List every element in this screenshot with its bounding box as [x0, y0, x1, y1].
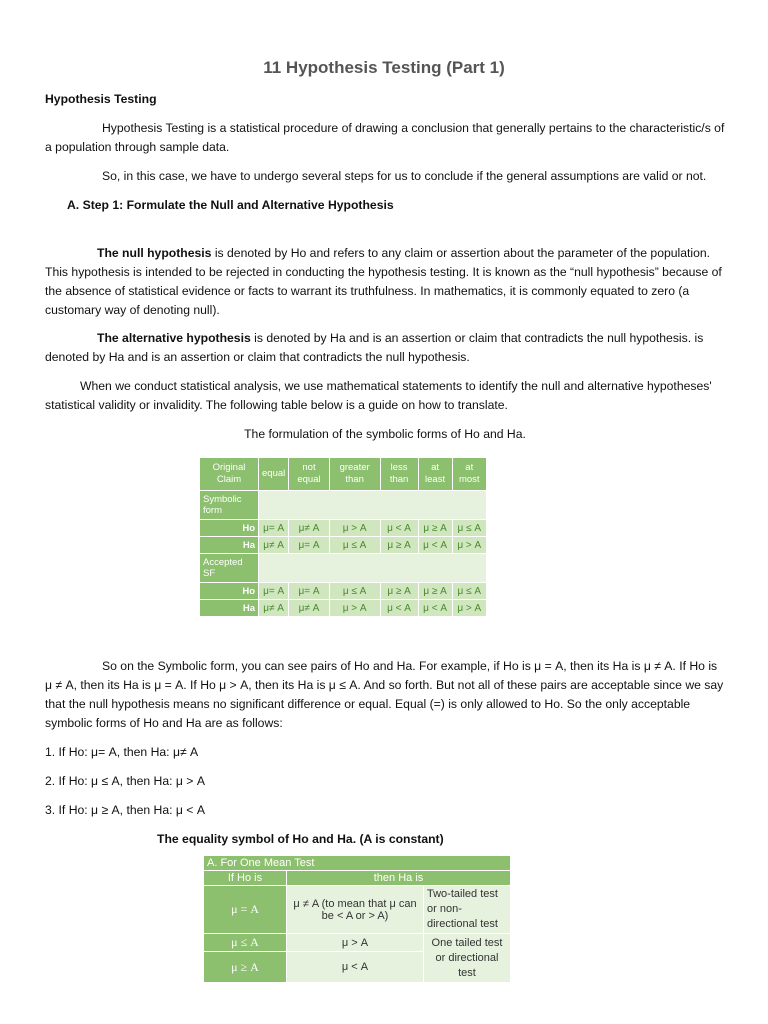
row-label-ho: Ho — [200, 583, 259, 600]
table-cell: μ > A — [329, 600, 380, 617]
table-cell: μ≠ A — [289, 520, 329, 537]
section-symbolic-form: Symbolic form — [200, 491, 259, 520]
header-greater-than: greater than — [329, 458, 380, 491]
steps-paragraph: So, in this case, we have to undergo several steps for us to conclude if the general assumptions are valid or not. — [102, 169, 707, 183]
table-cell: μ < A — [418, 600, 452, 617]
table2-ha-cell: μ > A — [287, 934, 424, 952]
header-not-equal: not equal — [289, 458, 329, 491]
table2-ha-cell: μ < A — [287, 952, 424, 983]
table-cell: μ≠ A — [289, 600, 329, 617]
table-cell: μ≠ A — [259, 600, 289, 617]
table2-ho-cell: μ = A — [204, 886, 287, 934]
table-cell: μ= A — [259, 583, 289, 600]
list-item: 1. If Ho: μ= A, then Ha: μ≠ A — [45, 745, 199, 759]
table-cell: μ > A — [452, 600, 486, 617]
page-title: 11 Hypothesis Testing (Part 1) — [263, 58, 505, 77]
table-cell: μ= A — [289, 537, 329, 554]
table2-header-ho: If Ho is — [204, 871, 287, 886]
one-mean-test-table — [203, 855, 511, 983]
table-cell: μ ≥ A — [380, 583, 418, 600]
null-hypothesis-text: is denoted by Ho and refers to any claim or assertion about the parameter of the population. This hypothesis is intended to be rejected in conducting the hypothesis testing. It is known as the “null hypothesis” because of the absence of statistical evidence or facts to warrant its truthfulness. In mathematics, it is commonly equated to zero (a customary way of denoting null). — [45, 246, 722, 317]
list-item: 3. If Ho: μ ≥ A, then Ha: μ < A — [45, 803, 205, 817]
alternative-hypothesis-term: The alternative hypothesis — [97, 331, 251, 345]
symbolic-form-paragraph: So on the Symbolic form, you can see pairs of Ho and Ha. For example, if Ho is μ = A, then its Ha is μ ≠ A. If Ho is μ ≠ A, then its Ha is μ = A. If Ho μ > A, then its Ha is μ ≤ A. And so forth. But not all of these pairs are acceptable since we say that the null hypothesis means no significant difference or equal. Equal (=) is only allowed to Ho. So the only acceptable symbolic forms of Ho and Ha are as follows: — [45, 659, 724, 730]
table-cell: μ ≤ A — [452, 520, 486, 537]
statistical-analysis-paragraph: When we conduct statistical analysis, we use mathematical statements to identify the null and alternative hypotheses' statistical validity or invalidity. The following table below is a guide on how to translate. — [45, 379, 712, 412]
table-cell: μ ≥ A — [380, 537, 418, 554]
table-cell: μ= A — [289, 583, 329, 600]
table2-caption: The equality symbol of Ho and Ha. (A is constant) — [157, 832, 444, 846]
header-equal: equal — [259, 458, 289, 491]
step1-heading: A. Step 1: Formulate the Null and Alternative Hypothesis — [67, 198, 394, 212]
alternative-hypothesis-text: is denoted by Ha and is an assertion or claim that contradicts the null hypothesis. is denoted by Ha and is an assertion or claim that contradicts the null hypothesis. — [45, 331, 704, 364]
table2-ha-cell: μ ≠ A (to mean that μ can be < A or > A) — [287, 886, 424, 934]
symbolic-forms-table — [199, 457, 487, 617]
table-cell: μ= A — [259, 520, 289, 537]
section-fill — [259, 554, 487, 583]
header-at-least: at least — [418, 458, 452, 491]
intro-paragraph: Hypothesis Testing is a statistical procedure of drawing a conclusion that generally pertains to the characteristic/s of a population through sample data. — [45, 121, 725, 154]
table-cell: μ < A — [380, 600, 418, 617]
table2-ho-cell: μ ≥ A — [204, 952, 287, 983]
row-label-ha: Ha — [200, 600, 259, 617]
section-fill — [259, 491, 487, 520]
table-cell: μ > A — [452, 537, 486, 554]
header-at-most: at most — [452, 458, 486, 491]
table2-ho-cell: μ ≤ A — [204, 934, 287, 952]
table1-caption: The formulation of the symbolic forms of Ho and Ha. — [244, 427, 526, 441]
alternative-hypothesis-paragraph — [45, 329, 725, 367]
table2-note-cell: One tailed test or directional test — [424, 934, 511, 983]
table-cell: μ > A — [329, 520, 380, 537]
table-cell: μ ≤ A — [329, 583, 380, 600]
table-cell: μ ≤ A — [452, 583, 486, 600]
row-label-ho: Ho — [200, 520, 259, 537]
null-hypothesis-paragraph — [45, 244, 725, 320]
header-original-claim: Original Claim — [200, 458, 259, 491]
table-cell: μ ≤ A — [329, 537, 380, 554]
table-cell: μ≠ A — [259, 537, 289, 554]
table-cell: μ ≥ A — [418, 583, 452, 600]
table-cell: μ < A — [418, 537, 452, 554]
table-cell: μ ≥ A — [418, 520, 452, 537]
table2-note-cell: Two-tailed test or non-directional test — [424, 886, 511, 934]
list-item: 2. If Ho: μ ≤ A, then Ha: μ > A — [45, 774, 205, 788]
table2-header-ha: then Ha is — [287, 871, 511, 886]
row-label-ha: Ha — [200, 537, 259, 554]
section-heading: Hypothesis Testing — [45, 92, 157, 106]
section-accepted-sf: Accepted SF — [200, 554, 259, 583]
table2-title: A. For One Mean Test — [204, 856, 511, 871]
null-hypothesis-term: The null hypothesis — [97, 246, 212, 260]
table-cell: μ < A — [380, 520, 418, 537]
header-less-than: less than — [380, 458, 418, 491]
